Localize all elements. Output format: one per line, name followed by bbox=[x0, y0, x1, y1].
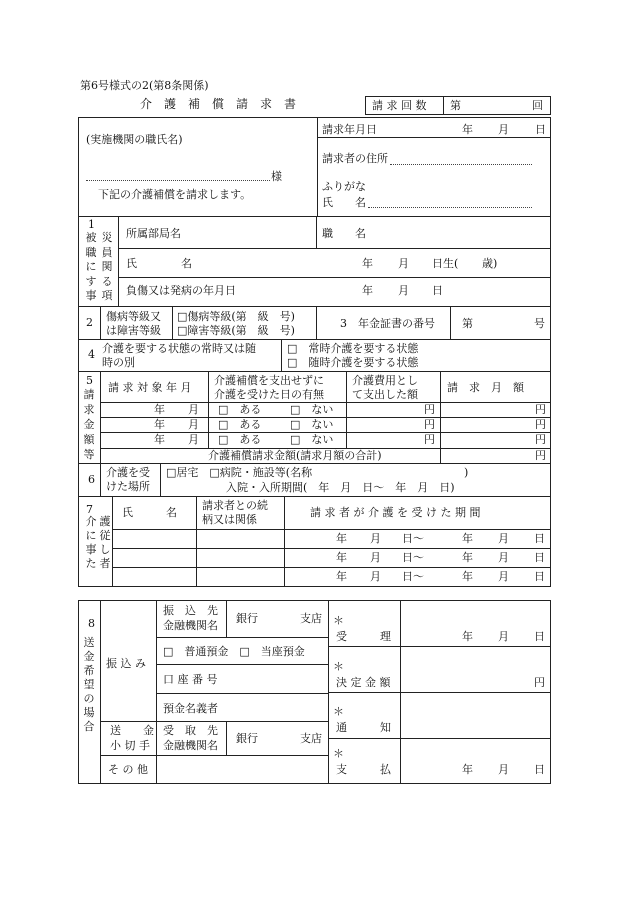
injury-grade-option[interactable]: □傷病等級(第 級 号) bbox=[177, 310, 295, 323]
care-place-options[interactable]: □居宅 □病院・施設等(名称 bbox=[166, 466, 313, 479]
victim-name-label: 氏 名 bbox=[126, 257, 192, 270]
total-claim-label: 介護補償請求金額(請求月額の合計) bbox=[208, 449, 382, 462]
request-text: 下記の介護補償を請求します。 bbox=[98, 188, 252, 201]
bank-transfer-label: 振 込 み bbox=[106, 657, 146, 670]
dept-label: 所属部局名 bbox=[126, 227, 181, 240]
has-days-yes[interactable]: □ ある bbox=[218, 403, 262, 416]
claimant-name-label: 氏 名 bbox=[322, 196, 366, 209]
account-type-options[interactable]: □ 普通預金 □ 当座預金 bbox=[163, 645, 305, 658]
has-days-yes[interactable]: □ ある bbox=[218, 418, 262, 431]
claim-date-label: 請求年月日 bbox=[322, 123, 377, 136]
address-line[interactable] bbox=[390, 164, 532, 165]
constant-care-option[interactable]: □ 常時介護を要する状態 bbox=[287, 342, 419, 355]
institution-label: (実施機関の職氏名) bbox=[86, 133, 183, 146]
institution-name-line[interactable] bbox=[86, 180, 270, 181]
section8-label: 送 金 希 望 の 場 合 bbox=[83, 636, 95, 733]
admission-period: 入院・入所期間( 年 月 日～ 年 月 日) bbox=[226, 481, 455, 494]
occasional-care-option[interactable]: □ 随時介護を要する状態 bbox=[287, 356, 419, 369]
section7-label: 介 に 事 た bbox=[85, 515, 97, 570]
claim-count-suffix: 回 bbox=[532, 99, 543, 112]
address-label: 請求者の住所 bbox=[322, 152, 388, 165]
section1-label: 被 職 に す 事 bbox=[85, 231, 97, 302]
pension-number-label: 3 年金証書の番号 bbox=[340, 317, 435, 330]
has-days-no[interactable]: □ ない bbox=[290, 433, 334, 446]
sama-label: 様 bbox=[271, 170, 282, 183]
caregiver-name-header: 氏 名 bbox=[122, 506, 177, 519]
has-days-no[interactable]: □ ない bbox=[290, 418, 334, 431]
claimant-name-line[interactable] bbox=[368, 207, 532, 208]
injury-date-label: 負傷又は発病の年月日 bbox=[126, 284, 236, 297]
furigana-label: ふりがな bbox=[322, 180, 366, 193]
claim-count-label: 請 求 回 数 bbox=[372, 99, 427, 112]
section5-label: 請 求 金 額 等 bbox=[83, 388, 95, 461]
other-method-label: そ の 他 bbox=[108, 763, 148, 776]
has-days-yes[interactable]: □ ある bbox=[218, 433, 262, 446]
disability-grade-option[interactable]: □障害等級(第 級 号) bbox=[177, 324, 295, 337]
claim-count-prefix: 第 bbox=[450, 99, 461, 112]
care-period-header: 請 求 者 が 介 護 を 受 け た 期 間 bbox=[310, 506, 481, 519]
post-label: 職 名 bbox=[322, 227, 366, 240]
form-number: 第6号様式の2(第8条関係) bbox=[80, 79, 209, 92]
form-title: 介 護 補 償 請 求 書 bbox=[140, 97, 297, 111]
has-days-no[interactable]: □ ない bbox=[290, 403, 334, 416]
